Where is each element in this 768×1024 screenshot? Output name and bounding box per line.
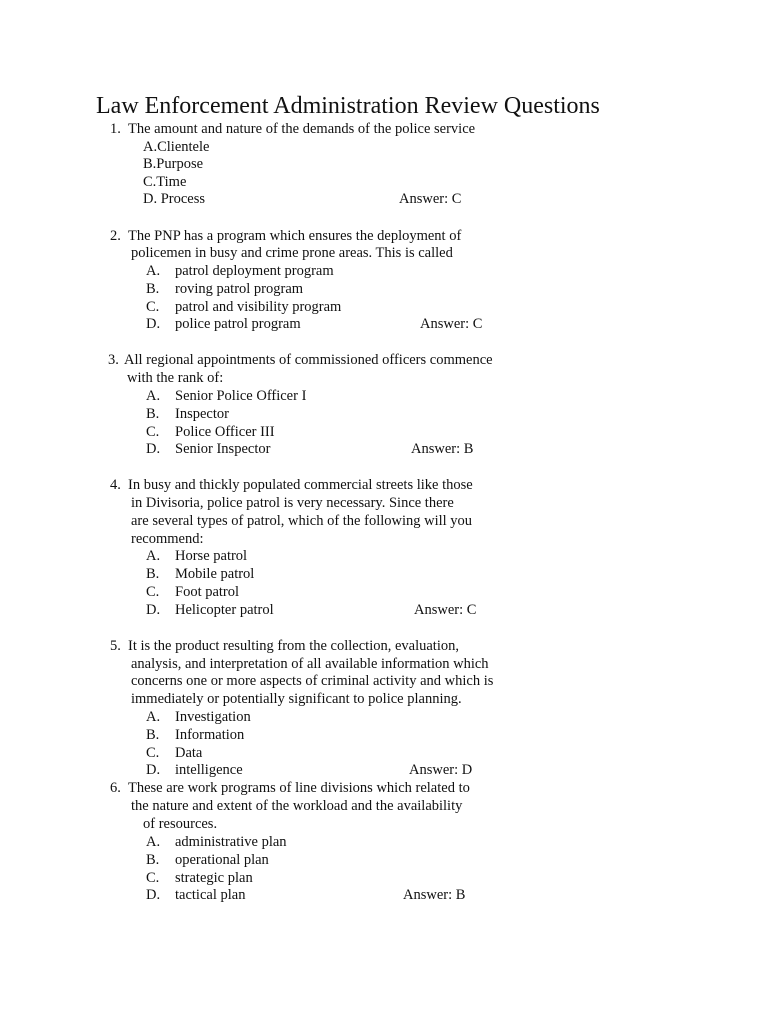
- option-a-letter: A.: [146, 263, 161, 279]
- option-a-letter: A.: [146, 548, 161, 564]
- question-text-line: immediately or potentially significant to police planning.: [131, 691, 462, 707]
- question-number: 2.: [110, 228, 121, 244]
- option-a-text: patrol deployment program: [175, 263, 334, 279]
- option-b-text: Information: [175, 727, 245, 743]
- page-title: Law Enforcement Administration Review Questions: [96, 93, 600, 119]
- question-number: 1.: [110, 121, 121, 137]
- question-text-line: In busy and thickly populated commercial streets like those: [128, 477, 473, 493]
- option-b-letter: B.: [146, 727, 160, 743]
- option-d-text: Senior Inspector: [175, 441, 271, 457]
- question-text-line: All regional appointments of commissioned officers commence: [124, 352, 493, 368]
- option-c-text: patrol and visibility program: [175, 299, 342, 315]
- answer-label: Answer: D: [409, 762, 473, 778]
- question-text-line: recommend:: [131, 531, 204, 547]
- option-b-text: Mobile patrol: [175, 566, 255, 582]
- option-b-text: operational plan: [175, 852, 269, 868]
- question-text-line: of resources.: [143, 816, 218, 832]
- option-c-letter: C.: [146, 870, 160, 886]
- answer-label: Answer: B: [411, 441, 474, 457]
- option-d-letter: D.: [146, 602, 161, 618]
- question-number: 5.: [110, 638, 121, 654]
- option-d-text: D. Process: [143, 191, 206, 207]
- option-c-text: Police Officer III: [175, 424, 275, 440]
- question-text-line: in Divisoria, police patrol is very necessary. Since there: [131, 495, 454, 511]
- question-text-line: The amount and nature of the demands of the police service: [128, 121, 476, 137]
- option-d-letter: D.: [146, 887, 161, 903]
- answer-label: Answer: B: [403, 887, 466, 903]
- question-text-line: analysis, and interpretation of all available information which: [131, 656, 489, 672]
- question-text-line: with the rank of:: [127, 370, 224, 386]
- question-text-line: are several types of patrol, which of the following will you: [131, 513, 473, 529]
- question-text-line: These are work programs of line divisions which related to: [128, 780, 470, 796]
- option-b-text: B.Purpose: [143, 156, 204, 172]
- answer-label: Answer: C: [414, 602, 477, 618]
- question-number: 6.: [110, 780, 121, 796]
- option-d-text: Helicopter patrol: [175, 602, 274, 618]
- option-c-letter: C.: [146, 584, 160, 600]
- option-c-text: C.Time: [143, 174, 187, 190]
- option-b-letter: B.: [146, 852, 160, 868]
- option-a-text: Senior Police Officer I: [175, 388, 307, 404]
- option-b-letter: B.: [146, 406, 160, 422]
- option-d-letter: D.: [146, 762, 161, 778]
- option-b-text: roving patrol program: [175, 281, 304, 297]
- option-c-letter: C.: [146, 424, 160, 440]
- option-a-text: A.Clientele: [143, 139, 210, 155]
- option-a-letter: A.: [146, 709, 161, 725]
- option-a-text: administrative plan: [175, 834, 287, 850]
- answer-label: Answer: C: [399, 191, 462, 207]
- option-d-letter: D.: [146, 316, 161, 332]
- question-number: 3.: [108, 352, 119, 368]
- question-text-line: the nature and extent of the workload and the availability: [131, 798, 463, 814]
- option-d-text: tactical plan: [175, 887, 246, 903]
- question-text-line: concerns one or more aspects of criminal activity and which is: [131, 673, 494, 689]
- option-c-text: Data: [175, 745, 203, 761]
- option-d-letter: D.: [146, 441, 161, 457]
- option-a-letter: A.: [146, 388, 161, 404]
- option-b-letter: B.: [146, 281, 160, 297]
- option-c-text: Foot patrol: [175, 584, 240, 600]
- question-text-line: The PNP has a program which ensures the deployment of: [128, 228, 462, 244]
- option-c-letter: C.: [146, 745, 160, 761]
- option-d-text: intelligence: [175, 762, 243, 778]
- question-text-line: It is the product resulting from the collection, evaluation,: [128, 638, 459, 654]
- option-c-text: strategic plan: [175, 870, 253, 886]
- question-text-line: policemen in busy and crime prone areas. This is called: [131, 245, 453, 261]
- option-b-text: Inspector: [175, 406, 229, 422]
- option-d-text: police patrol program: [175, 316, 301, 332]
- question-number: 4.: [110, 477, 121, 493]
- answer-label: Answer: C: [420, 316, 483, 332]
- option-a-letter: A.: [146, 834, 161, 850]
- option-c-letter: C.: [146, 299, 160, 315]
- option-b-letter: B.: [146, 566, 160, 582]
- option-a-text: Horse patrol: [175, 548, 248, 564]
- option-a-text: Investigation: [175, 709, 251, 725]
